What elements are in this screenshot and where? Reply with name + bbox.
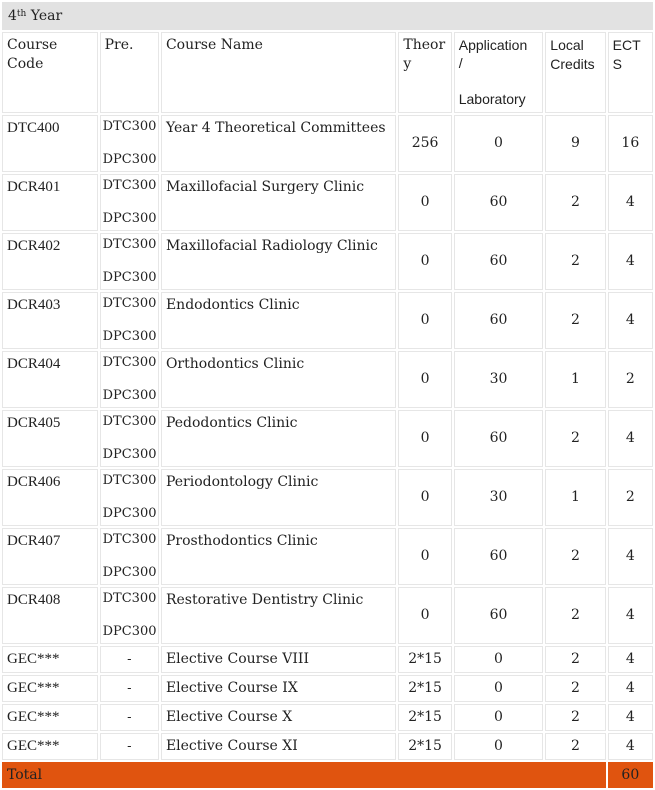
header-theory-line2: y <box>403 56 412 72</box>
course-code-cell: GEC*** <box>2 733 98 760</box>
header-ects-line2: S <box>612 56 622 72</box>
course-code-cell: DCR405 <box>2 410 98 467</box>
local-credits-cell: 2 <box>545 587 605 644</box>
prerequisite-cell <box>100 351 159 408</box>
course-name-cell: Restorative Dentistry Clinic <box>161 587 396 644</box>
local-credits-cell: 2 <box>545 410 605 467</box>
course-code-cell: DCR407 <box>2 528 98 585</box>
application-cell: 0 <box>454 704 544 731</box>
ects-cell: 2 <box>608 351 653 408</box>
theory-cell: 0 <box>398 469 451 526</box>
table-row <box>2 115 653 172</box>
local-credits-cell: 2 <box>545 646 605 673</box>
prerequisite-2: DPC300 <box>102 211 157 226</box>
course-code-cell: DCR404 <box>2 351 98 408</box>
local-credits-cell: 2 <box>545 233 605 290</box>
local-credits-cell: 2 <box>545 675 605 702</box>
course-name-cell: Prosthodontics Clinic <box>161 528 396 585</box>
prerequisite-2: DPC300 <box>102 506 157 521</box>
prerequisite-1: DTC300 <box>102 591 157 606</box>
prerequisite-cell <box>100 528 159 585</box>
theory-cell: 2*15 <box>398 675 451 702</box>
course-name-cell: Elective Course IX <box>161 675 396 702</box>
header-application <box>454 32 544 113</box>
course-code-cell: DCR401 <box>2 174 98 231</box>
ects-cell: 4 <box>608 733 653 760</box>
prerequisite-1: DTC300 <box>102 296 157 311</box>
local-credits-cell: 9 <box>545 115 605 172</box>
course-name-cell: Elective Course X <box>161 704 396 731</box>
prerequisite-cell: - <box>100 646 159 673</box>
application-cell: 60 <box>454 233 544 290</box>
ects-cell: 4 <box>608 174 653 231</box>
application-cell: 30 <box>454 351 544 408</box>
prerequisite-cell: - <box>100 675 159 702</box>
prerequisite-cell <box>100 292 159 349</box>
prerequisite-2: DPC300 <box>102 447 157 462</box>
header-row <box>2 32 653 113</box>
course-name-cell: Pedodontics Clinic <box>161 410 396 467</box>
theory-cell: 2*15 <box>398 646 451 673</box>
theory-cell: 0 <box>398 292 451 349</box>
course-name-cell: Maxillofacial Surgery Clinic <box>161 174 396 231</box>
header-local-credits <box>545 32 605 113</box>
theory-cell: 256 <box>398 115 451 172</box>
course-name-cell: Elective Course VIII <box>161 646 396 673</box>
ects-cell: 4 <box>608 528 653 585</box>
year-title <box>2 2 653 30</box>
ects-cell: 4 <box>608 646 653 673</box>
header-local-line1: Local <box>550 37 584 53</box>
prerequisite-2: DPC300 <box>102 270 157 285</box>
elective-row <box>2 675 653 702</box>
course-name-cell: Orthodontics Clinic <box>161 351 396 408</box>
ects-cell: 4 <box>608 233 653 290</box>
application-cell: 60 <box>454 528 544 585</box>
table-row <box>2 528 653 585</box>
table-row <box>2 587 653 644</box>
prerequisite-cell <box>100 469 159 526</box>
ects-cell: 4 <box>608 410 653 467</box>
course-name-cell: Year 4 Theoretical Committees <box>161 115 396 172</box>
prerequisite-1: DTC300 <box>102 473 157 488</box>
course-name-cell: Elective Course XI <box>161 733 396 760</box>
header-local-line2: Credits <box>550 56 595 72</box>
elective-row <box>2 646 653 673</box>
header-prerequisite: Pre. <box>100 32 159 113</box>
ects-cell: 4 <box>608 292 653 349</box>
header-ects <box>608 32 653 113</box>
table-row <box>2 292 653 349</box>
local-credits-cell: 2 <box>545 733 605 760</box>
application-cell: 0 <box>454 733 544 760</box>
application-cell: 0 <box>454 115 544 172</box>
application-cell: 60 <box>454 292 544 349</box>
header-application-line1: Application <box>458 37 528 53</box>
local-credits-cell: 2 <box>545 704 605 731</box>
table-row <box>2 174 653 231</box>
local-credits-cell: 1 <box>545 351 605 408</box>
table-row <box>2 469 653 526</box>
course-name-cell: Maxillofacial Radiology Clinic <box>161 233 396 290</box>
table-row <box>2 233 653 290</box>
total-label: Total <box>2 762 606 788</box>
prerequisite-2: DPC300 <box>102 624 157 639</box>
theory-cell: 2*15 <box>398 704 451 731</box>
prerequisite-2: DPC300 <box>102 565 157 580</box>
prerequisite-2: DPC300 <box>102 152 157 167</box>
theory-cell: 0 <box>398 351 451 408</box>
course-name-cell: Periodontology Clinic <box>161 469 396 526</box>
total-ects: 60 <box>608 762 653 788</box>
theory-cell: 0 <box>398 174 451 231</box>
application-cell: 30 <box>454 469 544 526</box>
application-cell: 60 <box>454 410 544 467</box>
elective-row <box>2 733 653 760</box>
header-ects-line1: ECT <box>612 37 641 53</box>
prerequisite-1: DTC300 <box>102 414 157 429</box>
course-code-cell: GEC*** <box>2 675 98 702</box>
prerequisite-cell <box>100 233 159 290</box>
elective-row <box>2 704 653 731</box>
course-code-cell: DCR402 <box>2 233 98 290</box>
ects-cell: 2 <box>608 469 653 526</box>
year-word: Year <box>30 7 63 24</box>
ects-cell: 16 <box>608 115 653 172</box>
year-number: 4 <box>8 7 17 24</box>
application-cell: 0 <box>454 675 544 702</box>
prerequisite-1: DTC300 <box>102 178 157 193</box>
course-code-cell: DCR406 <box>2 469 98 526</box>
course-code-cell: DCR408 <box>2 587 98 644</box>
header-application-line3: Laboratory <box>458 91 526 107</box>
ects-cell: 4 <box>608 587 653 644</box>
prerequisite-1: DTC300 <box>102 237 157 252</box>
header-theory <box>398 32 451 113</box>
ects-cell: 4 <box>608 675 653 702</box>
year-ordinal-suffix: th <box>16 8 27 19</box>
prerequisite-cell: - <box>100 733 159 760</box>
prerequisite-1: DTC300 <box>102 532 157 547</box>
course-code-cell: DCR403 <box>2 292 98 349</box>
prerequisite-cell: - <box>100 704 159 731</box>
course-code-cell: DTC400 <box>2 115 98 172</box>
application-cell: 0 <box>454 646 544 673</box>
course-code-cell: GEC*** <box>2 704 98 731</box>
prerequisite-1: DTC300 <box>102 119 157 134</box>
prerequisite-1: DTC300 <box>102 355 157 370</box>
prerequisite-2: DPC300 <box>102 329 157 344</box>
theory-cell: 0 <box>398 233 451 290</box>
theory-cell: 0 <box>398 528 451 585</box>
local-credits-cell: 1 <box>545 469 605 526</box>
total-row <box>2 762 653 788</box>
local-credits-cell: 2 <box>545 528 605 585</box>
local-credits-cell: 2 <box>545 174 605 231</box>
header-course-code: Course Code <box>2 32 98 113</box>
prerequisite-cell <box>100 587 159 644</box>
table-row <box>2 410 653 467</box>
local-credits-cell: 2 <box>545 292 605 349</box>
prerequisite-2: DPC300 <box>102 388 157 403</box>
table-row <box>2 351 653 408</box>
ects-cell: 4 <box>608 704 653 731</box>
header-application-line2: / <box>458 55 463 71</box>
prerequisite-cell <box>100 174 159 231</box>
course-name-cell: Endodontics Clinic <box>161 292 396 349</box>
course-code-cell: GEC*** <box>2 646 98 673</box>
header-course-name: Course Name <box>161 32 396 113</box>
year-title-row <box>2 2 653 30</box>
theory-cell: 0 <box>398 410 451 467</box>
theory-cell: 2*15 <box>398 733 451 760</box>
application-cell: 60 <box>454 587 544 644</box>
prerequisite-cell <box>100 115 159 172</box>
theory-cell: 0 <box>398 587 451 644</box>
application-cell: 60 <box>454 174 544 231</box>
prerequisite-cell <box>100 410 159 467</box>
header-theory-line1: Theor <box>403 37 446 53</box>
